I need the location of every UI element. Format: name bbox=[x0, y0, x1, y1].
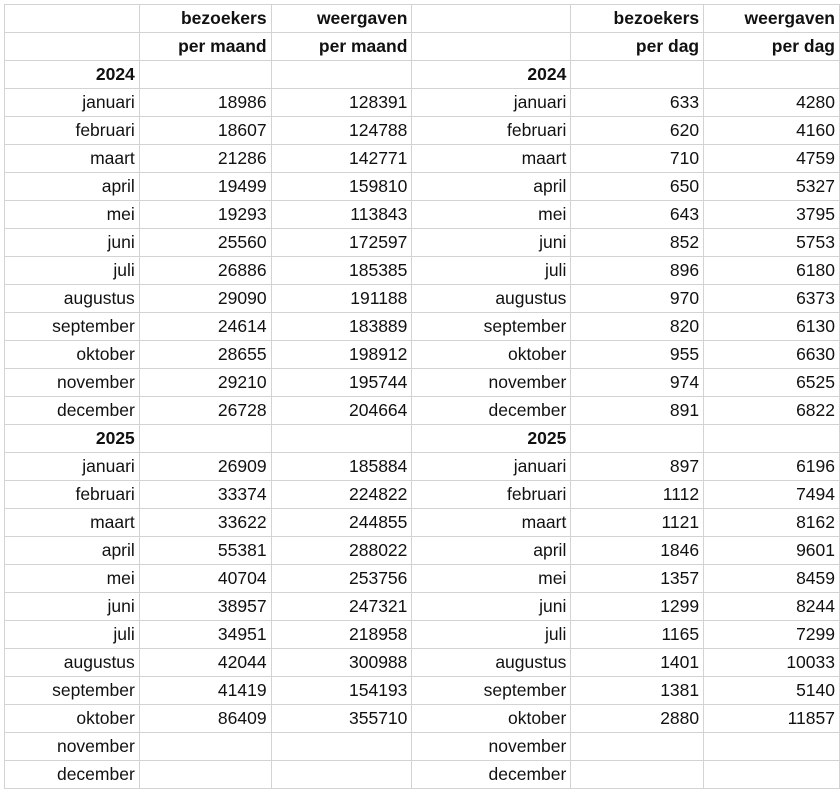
visitors-per-month-cell: 34951 bbox=[139, 621, 271, 649]
table-row bbox=[5, 397, 840, 425]
empty-cell bbox=[139, 425, 271, 453]
month-label-left: september bbox=[5, 313, 140, 341]
visitors-per-month-cell: 29090 bbox=[139, 285, 271, 313]
table-row bbox=[5, 341, 840, 369]
views-per-day-cell: 10033 bbox=[704, 649, 840, 677]
header-visitors-per-month-unit: per maand bbox=[139, 33, 271, 61]
views-per-month-cell: 244855 bbox=[271, 509, 412, 537]
visitors-per-day-cell: 891 bbox=[571, 397, 704, 425]
visitors-per-day-cell: 896 bbox=[571, 257, 704, 285]
month-label-left: januari bbox=[5, 453, 140, 481]
views-per-day-cell: 7494 bbox=[704, 481, 840, 509]
month-label-left: mei bbox=[5, 201, 140, 229]
views-per-day-cell: 6525 bbox=[704, 369, 840, 397]
visitors-per-month-cell: 33374 bbox=[139, 481, 271, 509]
views-per-month-cell: 142771 bbox=[271, 145, 412, 173]
table-row bbox=[5, 201, 840, 229]
views-per-day-cell: 6822 bbox=[704, 397, 840, 425]
empty-cell bbox=[139, 61, 271, 89]
visitors-per-day-cell: 1846 bbox=[571, 537, 704, 565]
table-row bbox=[5, 481, 840, 509]
views-per-day-cell: 3795 bbox=[704, 201, 840, 229]
views-per-day-cell: 8162 bbox=[704, 509, 840, 537]
visitors-per-day-cell: 620 bbox=[571, 117, 704, 145]
visitors-per-month-cell: 26728 bbox=[139, 397, 271, 425]
views-per-month-cell: 195744 bbox=[271, 369, 412, 397]
month-label-right: mei bbox=[412, 565, 571, 593]
views-per-month-cell: 154193 bbox=[271, 677, 412, 705]
views-per-day-cell: 6196 bbox=[704, 453, 840, 481]
table-row bbox=[5, 621, 840, 649]
table-row bbox=[5, 229, 840, 257]
views-per-month-cell: 300988 bbox=[271, 649, 412, 677]
views-per-month-cell: 172597 bbox=[271, 229, 412, 257]
visitors-per-day-cell: 633 bbox=[571, 89, 704, 117]
views-per-month-cell: 204664 bbox=[271, 397, 412, 425]
month-label-left: december bbox=[5, 761, 140, 789]
views-per-month-cell bbox=[271, 761, 412, 789]
month-label-right: januari bbox=[412, 453, 571, 481]
month-label-right: juli bbox=[412, 257, 571, 285]
visitors-per-day-cell bbox=[571, 761, 704, 789]
empty-cell bbox=[271, 61, 412, 89]
visitors-per-day-cell: 1381 bbox=[571, 677, 704, 705]
views-per-month-cell: 253756 bbox=[271, 565, 412, 593]
visitors-per-month-cell: 41419 bbox=[139, 677, 271, 705]
views-per-day-cell: 4160 bbox=[704, 117, 840, 145]
month-label-left: oktober bbox=[5, 341, 140, 369]
visitors-per-day-cell: 650 bbox=[571, 173, 704, 201]
header-views-per-day: weergaven bbox=[704, 5, 840, 33]
visitors-per-month-cell: 42044 bbox=[139, 649, 271, 677]
views-per-month-cell: 224822 bbox=[271, 481, 412, 509]
month-label-left: juli bbox=[5, 257, 140, 285]
month-label-left: juli bbox=[5, 621, 140, 649]
visitors-per-month-cell: 26886 bbox=[139, 257, 271, 285]
views-per-day-cell: 7299 bbox=[704, 621, 840, 649]
empty-cell bbox=[271, 425, 412, 453]
views-per-month-cell: 113843 bbox=[271, 201, 412, 229]
visitors-per-month-cell: 24614 bbox=[139, 313, 271, 341]
table-row bbox=[5, 733, 840, 761]
month-label-right: oktober bbox=[412, 341, 571, 369]
visitors-per-month-cell: 21286 bbox=[139, 145, 271, 173]
month-label-right: september bbox=[412, 313, 571, 341]
month-label-right: november bbox=[412, 369, 571, 397]
statistics-table-body bbox=[5, 5, 840, 789]
month-label-right: juli bbox=[412, 621, 571, 649]
month-label-right: november bbox=[412, 733, 571, 761]
table-row bbox=[5, 565, 840, 593]
views-per-month-cell: 124788 bbox=[271, 117, 412, 145]
views-per-day-cell: 4280 bbox=[704, 89, 840, 117]
visitors-per-day-cell: 1112 bbox=[571, 481, 704, 509]
visitors-per-month-cell: 33622 bbox=[139, 509, 271, 537]
table-row bbox=[5, 677, 840, 705]
views-per-day-cell: 5327 bbox=[704, 173, 840, 201]
views-per-month-cell: 198912 bbox=[271, 341, 412, 369]
month-label-left: november bbox=[5, 369, 140, 397]
visitors-per-day-cell: 643 bbox=[571, 201, 704, 229]
table-row bbox=[5, 313, 840, 341]
visitors-per-day-cell: 974 bbox=[571, 369, 704, 397]
month-label-left: augustus bbox=[5, 649, 140, 677]
views-per-month-cell: 288022 bbox=[271, 537, 412, 565]
year-label-left: 2024 bbox=[5, 61, 140, 89]
month-label-left: april bbox=[5, 537, 140, 565]
views-per-day-cell: 9601 bbox=[704, 537, 840, 565]
visitors-per-month-cell: 29210 bbox=[139, 369, 271, 397]
month-label-right: juni bbox=[412, 593, 571, 621]
table-row bbox=[5, 649, 840, 677]
visitors-per-month-cell: 38957 bbox=[139, 593, 271, 621]
statistics-table bbox=[4, 4, 840, 789]
month-label-left: december bbox=[5, 397, 140, 425]
month-label-right: april bbox=[412, 173, 571, 201]
views-per-day-cell: 6130 bbox=[704, 313, 840, 341]
table-row bbox=[5, 369, 840, 397]
views-per-day-cell: 6373 bbox=[704, 285, 840, 313]
header-views-per-day-unit: per dag bbox=[704, 33, 840, 61]
year-row bbox=[5, 61, 840, 89]
month-label-right: december bbox=[412, 761, 571, 789]
views-per-day-cell: 11857 bbox=[704, 705, 840, 733]
visitors-per-month-cell: 86409 bbox=[139, 705, 271, 733]
empty-header-cell bbox=[412, 33, 571, 61]
table-row bbox=[5, 761, 840, 789]
month-label-left: september bbox=[5, 677, 140, 705]
views-per-day-cell bbox=[704, 733, 840, 761]
table-row bbox=[5, 89, 840, 117]
month-label-right: maart bbox=[412, 509, 571, 537]
month-label-left: november bbox=[5, 733, 140, 761]
month-label-right: februari bbox=[412, 117, 571, 145]
month-label-left: februari bbox=[5, 481, 140, 509]
empty-header-cell bbox=[5, 5, 140, 33]
visitors-per-month-cell bbox=[139, 761, 271, 789]
month-label-left: januari bbox=[5, 89, 140, 117]
visitors-per-month-cell: 25560 bbox=[139, 229, 271, 257]
month-label-right: april bbox=[412, 537, 571, 565]
visitors-per-day-cell: 1357 bbox=[571, 565, 704, 593]
table-row bbox=[5, 117, 840, 145]
views-per-day-cell: 4759 bbox=[704, 145, 840, 173]
visitors-per-month-cell: 19293 bbox=[139, 201, 271, 229]
empty-header-cell bbox=[412, 5, 571, 33]
header-visitors-per-month: bezoekers bbox=[139, 5, 271, 33]
month-label-right: augustus bbox=[412, 649, 571, 677]
month-label-left: maart bbox=[5, 145, 140, 173]
header-row-2 bbox=[5, 33, 840, 61]
visitors-per-month-cell: 28655 bbox=[139, 341, 271, 369]
visitors-per-day-cell: 710 bbox=[571, 145, 704, 173]
views-per-day-cell: 8459 bbox=[704, 565, 840, 593]
month-label-right: oktober bbox=[412, 705, 571, 733]
visitors-per-month-cell: 19499 bbox=[139, 173, 271, 201]
views-per-month-cell: 128391 bbox=[271, 89, 412, 117]
visitors-per-day-cell bbox=[571, 733, 704, 761]
month-label-right: januari bbox=[412, 89, 571, 117]
empty-cell bbox=[571, 61, 704, 89]
month-label-left: februari bbox=[5, 117, 140, 145]
visitors-per-month-cell: 18986 bbox=[139, 89, 271, 117]
empty-cell bbox=[571, 425, 704, 453]
views-per-day-cell: 5140 bbox=[704, 677, 840, 705]
month-label-right: februari bbox=[412, 481, 571, 509]
visitors-per-day-cell: 820 bbox=[571, 313, 704, 341]
table-row bbox=[5, 537, 840, 565]
views-per-month-cell: 218958 bbox=[271, 621, 412, 649]
year-label-left: 2025 bbox=[5, 425, 140, 453]
visitors-per-day-cell: 1401 bbox=[571, 649, 704, 677]
views-per-day-cell: 6630 bbox=[704, 341, 840, 369]
views-per-month-cell: 185385 bbox=[271, 257, 412, 285]
table-row bbox=[5, 285, 840, 313]
header-views-per-month-unit: per maand bbox=[271, 33, 412, 61]
month-label-right: juni bbox=[412, 229, 571, 257]
month-label-left: maart bbox=[5, 509, 140, 537]
year-label-right: 2025 bbox=[412, 425, 571, 453]
month-label-left: april bbox=[5, 173, 140, 201]
month-label-right: mei bbox=[412, 201, 571, 229]
year-label-right: 2024 bbox=[412, 61, 571, 89]
table-row bbox=[5, 509, 840, 537]
views-per-day-cell: 8244 bbox=[704, 593, 840, 621]
views-per-month-cell bbox=[271, 733, 412, 761]
views-per-day-cell: 6180 bbox=[704, 257, 840, 285]
visitors-per-day-cell: 955 bbox=[571, 341, 704, 369]
month-label-left: augustus bbox=[5, 285, 140, 313]
views-per-month-cell: 247321 bbox=[271, 593, 412, 621]
month-label-right: maart bbox=[412, 145, 571, 173]
year-row bbox=[5, 425, 840, 453]
visitors-per-day-cell: 1165 bbox=[571, 621, 704, 649]
views-per-month-cell: 183889 bbox=[271, 313, 412, 341]
month-label-left: oktober bbox=[5, 705, 140, 733]
table-row bbox=[5, 257, 840, 285]
header-views-per-month: weergaven bbox=[271, 5, 412, 33]
table-row bbox=[5, 173, 840, 201]
empty-header-cell bbox=[5, 33, 140, 61]
header-visitors-per-day-unit: per dag bbox=[571, 33, 704, 61]
table-row bbox=[5, 453, 840, 481]
header-visitors-per-day: bezoekers bbox=[571, 5, 704, 33]
visitors-per-day-cell: 970 bbox=[571, 285, 704, 313]
views-per-day-cell bbox=[704, 761, 840, 789]
table-row bbox=[5, 145, 840, 173]
views-per-month-cell: 355710 bbox=[271, 705, 412, 733]
visitors-per-month-cell: 18607 bbox=[139, 117, 271, 145]
visitors-per-day-cell: 2880 bbox=[571, 705, 704, 733]
visitors-per-day-cell: 897 bbox=[571, 453, 704, 481]
month-label-left: juni bbox=[5, 229, 140, 257]
header-row-1 bbox=[5, 5, 840, 33]
empty-cell bbox=[704, 61, 840, 89]
views-per-month-cell: 191188 bbox=[271, 285, 412, 313]
views-per-day-cell: 5753 bbox=[704, 229, 840, 257]
month-label-right: september bbox=[412, 677, 571, 705]
visitors-per-day-cell: 1121 bbox=[571, 509, 704, 537]
table-row bbox=[5, 705, 840, 733]
visitors-per-day-cell: 1299 bbox=[571, 593, 704, 621]
month-label-left: juni bbox=[5, 593, 140, 621]
views-per-month-cell: 185884 bbox=[271, 453, 412, 481]
month-label-right: december bbox=[412, 397, 571, 425]
visitors-per-month-cell: 55381 bbox=[139, 537, 271, 565]
table-row bbox=[5, 593, 840, 621]
empty-cell bbox=[704, 425, 840, 453]
visitors-per-day-cell: 852 bbox=[571, 229, 704, 257]
visitors-per-month-cell bbox=[139, 733, 271, 761]
month-label-right: augustus bbox=[412, 285, 571, 313]
visitors-per-month-cell: 26909 bbox=[139, 453, 271, 481]
month-label-left: mei bbox=[5, 565, 140, 593]
views-per-month-cell: 159810 bbox=[271, 173, 412, 201]
visitors-per-month-cell: 40704 bbox=[139, 565, 271, 593]
